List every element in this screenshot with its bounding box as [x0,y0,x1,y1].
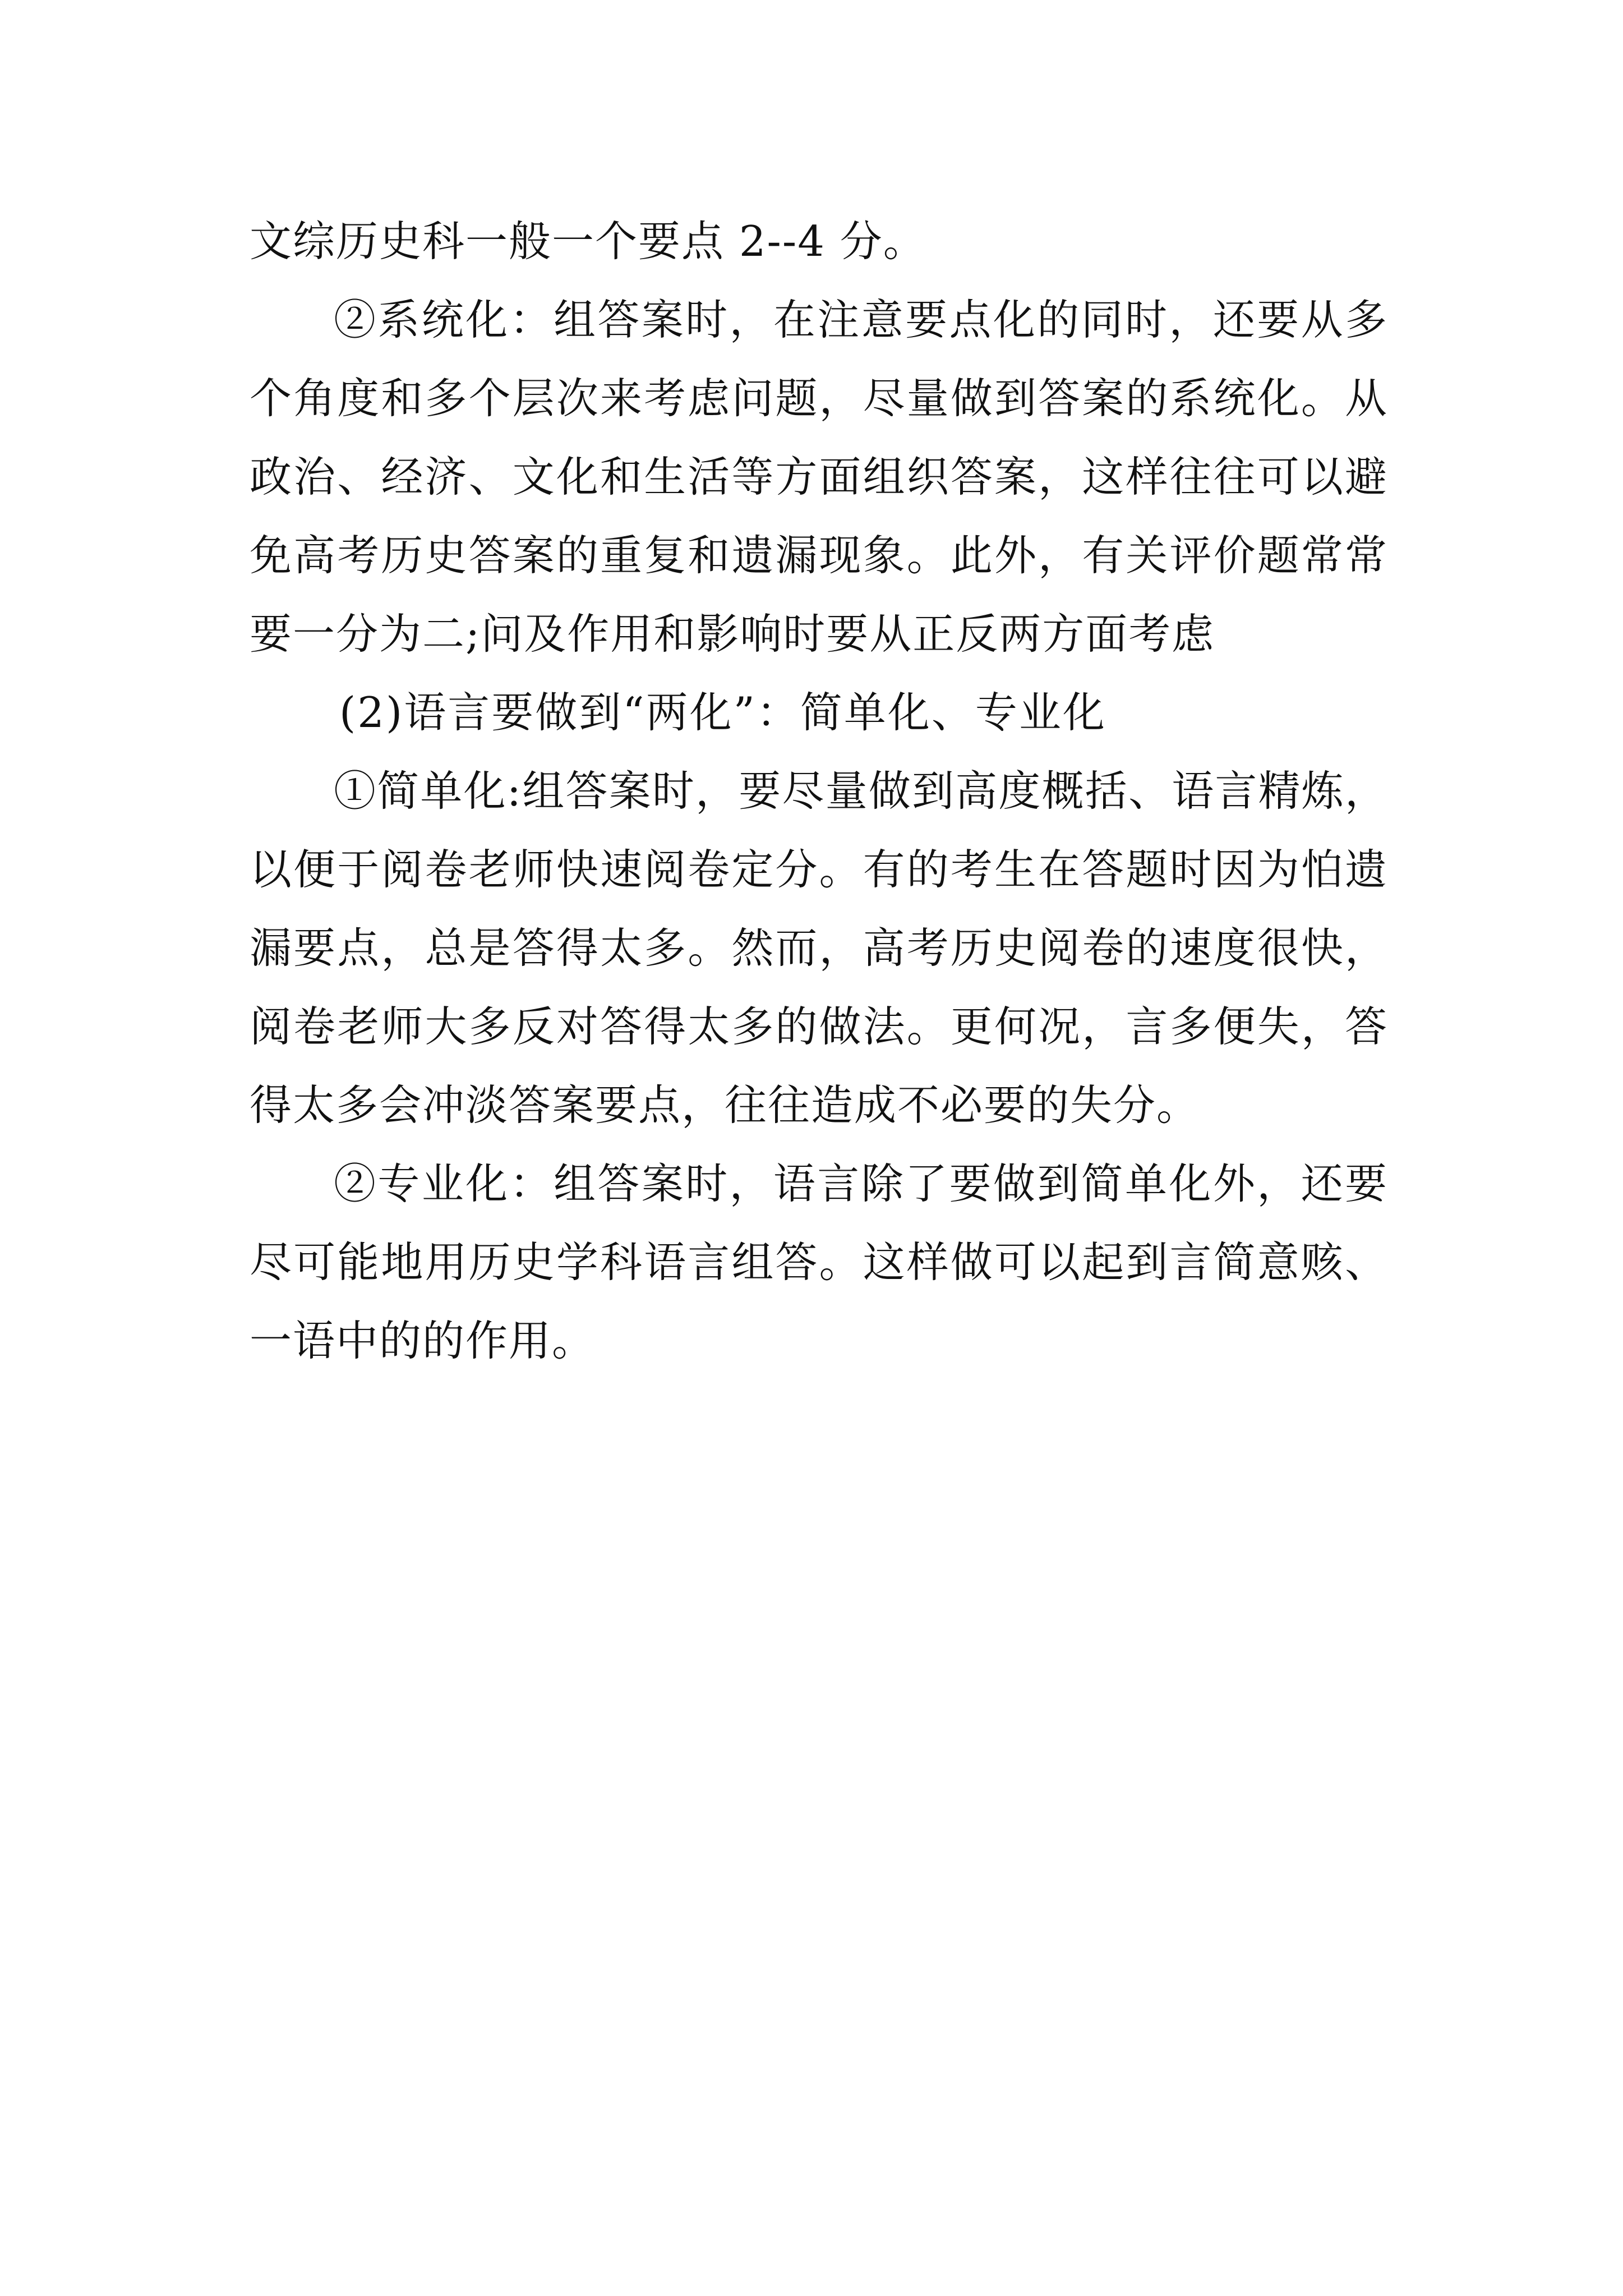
document-body [250,202,1388,1380]
paragraph-simplification: ①简单化:组答案时，要尽量做到高度概括、语言精炼，以便于阅卷老师快速阅卷定分。有的考生在答题时因为怕遗漏要点，总是答得太多。然而，高考历史阅卷的速度很快，阅卷老师大多反对答得太多的做法。更何况，言多便失，答得太多会冲淡答案要点，往往造成不必要的失分。 [250,766,1388,1130]
section-heading-language: (2)语言要做到“两化”：简单化、专业化 [339,688,1106,737]
paragraph-continuation: 文综历史科一般一个要点 2--4 分。 [250,217,926,266]
paragraph-systematization: ②系统化：组答案时，在注意要点化的同时，还要从多个角度和多个层次来考虑问题，尽量做到答案的系统化。从政治、经济、文化和生活等方面组织答案，这样往往可以避免高考历史答案的重复和遗漏现象。此外，有关评价题常常要一分为二;问及作用和影响时要从正反两方面考虑 [250,295,1388,659]
paragraph-professionalization: ②专业化：组答案时，语言除了要做到简单化外，还要尽可能地用历史学科语言组答。这样做可以起到言简意赅、一语中的的作用。 [250,1159,1388,1365]
